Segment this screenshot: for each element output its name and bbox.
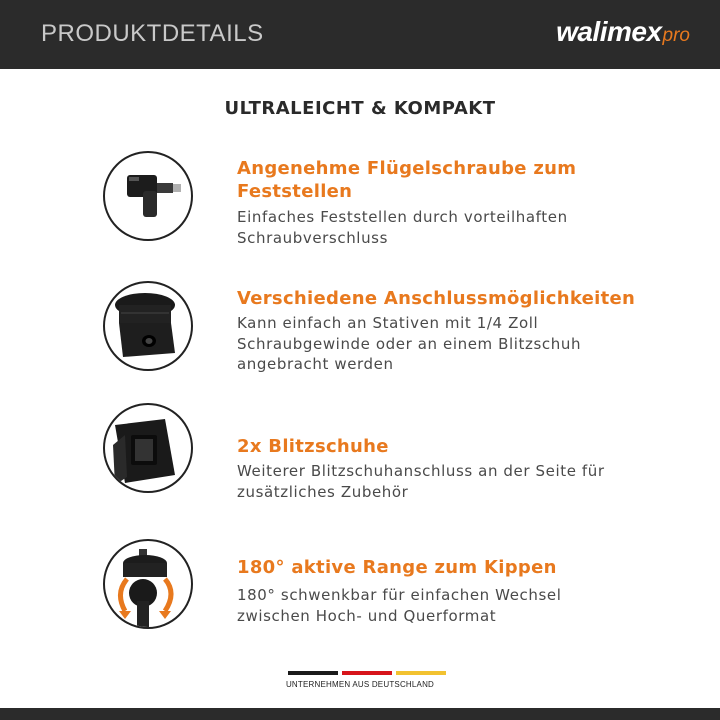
feature-4-desc-line-2: zwischen Hoch- und Querformat — [237, 606, 497, 625]
feature-1-description — [237, 207, 568, 248]
feature-3-title-line-1: 2x Blitzschuhe — [237, 436, 389, 457]
logo-main-text: walimex — [556, 16, 662, 47]
feature-4-desc-line-1: 180° schwenkbar für einfachen Wechsel — [237, 586, 562, 604]
feature-3-description — [237, 461, 605, 502]
flag-stripe-black — [288, 671, 338, 675]
feature-3-desc-line-1: Weiterer Blitzschuhanschluss an der Seite für — [237, 462, 605, 480]
section-title: ULTRALEICHT & KOMPAKT — [224, 98, 496, 119]
brand-logo — [556, 16, 690, 54]
feature-2-desc-line-2: Schraubgewinde oder an einem Blitzschuh — [237, 334, 582, 353]
feature-1-title — [237, 157, 576, 203]
footer-bar — [0, 708, 720, 720]
feature-2-title-line-1: Verschiedene Anschlussmöglichkeiten — [237, 288, 636, 309]
wing-screw-icon — [103, 151, 193, 241]
feature-4-title-line-1: 180° aktive Range zum Kippen — [237, 557, 557, 578]
feature-1-title-line-2: Feststellen — [237, 181, 353, 202]
feature-1-desc-line-2: Schraubverschluss — [237, 228, 389, 247]
flag-stripe-gold — [396, 671, 446, 675]
flag-stripe-red — [342, 671, 392, 675]
feature-1-desc-line-1: Einfaches Feststellen durch vorteilhaften — [237, 208, 568, 226]
mount-thread-icon — [103, 281, 193, 371]
header-bar — [0, 0, 720, 69]
feature-3-title — [237, 435, 389, 458]
feature-2-desc-line-3: angebracht werden — [237, 355, 394, 373]
origin-label: UNTERNEHMEN AUS DEUTSCHLAND — [285, 680, 435, 689]
page-title: PRODUKTDETAILS — [41, 20, 264, 47]
feature-2-desc-line-1: Kann einfach an Stativen mit 1/4 Zoll — [237, 314, 539, 332]
feature-2-title — [237, 287, 635, 310]
hot-shoe-icon — [103, 403, 193, 493]
feature-3-desc-line-2: zusätzliches Zubehör — [237, 482, 409, 501]
logo-sub-text: pro — [662, 25, 690, 46]
feature-4-description — [237, 585, 562, 626]
feature-1-title-line-1: Angenehme Flügelschraube zum — [237, 158, 577, 179]
tilt-rotation-icon — [103, 539, 193, 629]
feature-2-description — [237, 313, 581, 375]
feature-4-title — [237, 556, 557, 579]
